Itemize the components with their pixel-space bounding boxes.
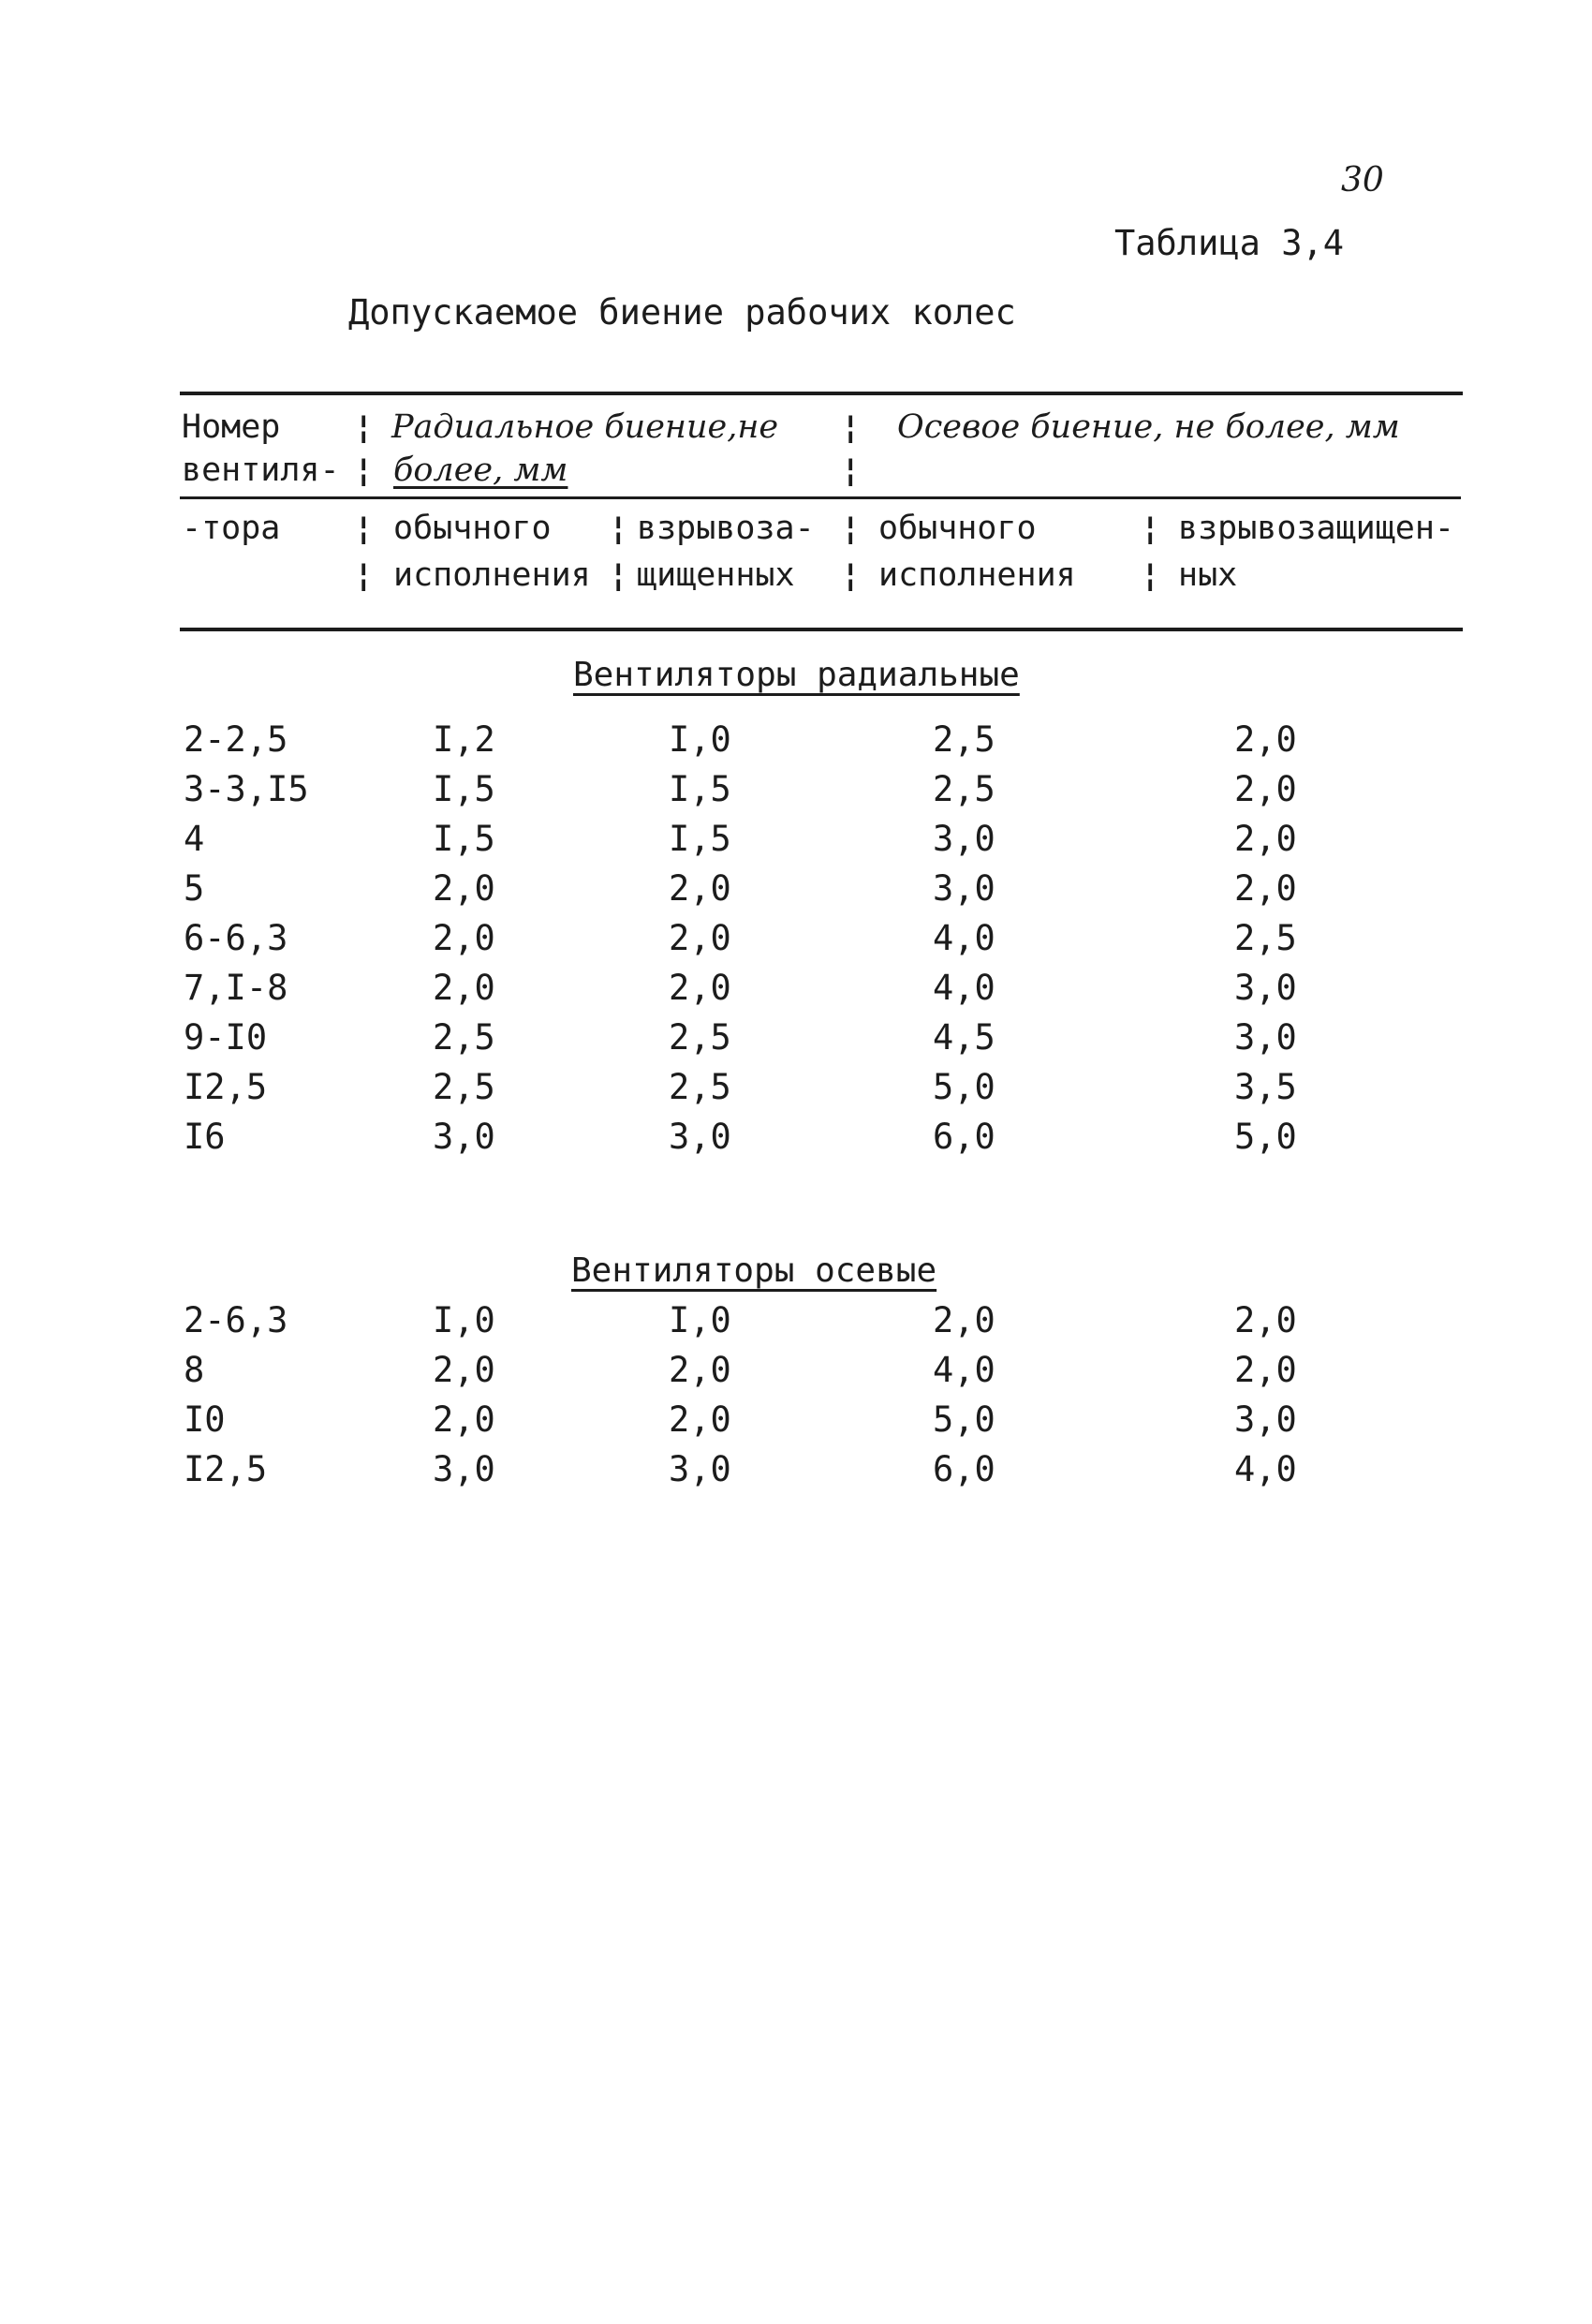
column-separator: ¦ — [1141, 556, 1160, 594]
cell-axial-regular: 4,0 — [933, 968, 995, 1008]
cell-fan-number: I2,5 — [184, 1449, 268, 1489]
cell-axial-explosion-proof: 3,5 — [1234, 1067, 1297, 1107]
page-number: 30 — [1341, 161, 1384, 200]
table-row — [0, 1067, 1592, 1116]
table-row — [0, 1350, 1592, 1399]
table-row — [0, 819, 1592, 867]
table-title: Допускаемое биение рабочих колес — [348, 292, 1016, 333]
cell-radial-regular: 2,0 — [433, 1350, 495, 1390]
header-radial-explosion-proof-line2: щищенных — [637, 556, 795, 594]
cell-fan-number: 3-3,I5 — [184, 769, 309, 809]
cell-fan-number: 6-6,3 — [184, 918, 288, 958]
cell-radial-regular: I,5 — [433, 819, 495, 859]
table-row — [0, 1117, 1592, 1165]
header-axial-regular-line2: исполнения — [878, 556, 1076, 594]
cell-radial-regular: I,0 — [433, 1300, 495, 1340]
header-radial-regular: обычного — [393, 510, 552, 547]
cell-fan-number: I0 — [184, 1399, 226, 1440]
header-axial-explosion-proof-line2: ных — [1178, 556, 1238, 594]
header-axial-explosion-proof: взрывозащищен- — [1178, 510, 1455, 547]
cell-radial-explosion-proof: 2,0 — [669, 1399, 731, 1440]
cell-radial-explosion-proof: 2,0 — [669, 868, 731, 909]
cell-axial-regular: 5,0 — [933, 1067, 995, 1107]
column-separator: ¦ — [1141, 510, 1160, 547]
cell-fan-number: 9-I0 — [184, 1017, 268, 1058]
cell-radial-regular: 3,0 — [433, 1449, 495, 1489]
cell-axial-regular: 2,5 — [933, 719, 995, 760]
cell-radial-explosion-proof: I,0 — [669, 1300, 731, 1340]
column-separator: ¦ — [841, 451, 861, 489]
cell-axial-regular: 4,0 — [933, 918, 995, 958]
cell-radial-regular: 2,0 — [433, 918, 495, 958]
cell-axial-regular: 4,0 — [933, 1350, 995, 1390]
cell-axial-regular: 3,0 — [933, 868, 995, 909]
cell-fan-number: 4 — [184, 819, 205, 859]
header-divider — [180, 496, 1461, 499]
cell-axial-regular: 3,0 — [933, 819, 995, 859]
cell-axial-regular: 6,0 — [933, 1117, 995, 1157]
column-separator: ¦ — [609, 556, 628, 594]
cell-axial-explosion-proof: 3,0 — [1234, 1399, 1297, 1440]
table-row — [0, 1449, 1592, 1498]
cell-fan-number: 5 — [184, 868, 205, 909]
cell-radial-regular: 2,5 — [433, 1067, 495, 1107]
cell-radial-regular: 2,0 — [433, 868, 495, 909]
header-radial-runout-unit: более, мм — [393, 451, 568, 489]
cell-fan-number: 2-6,3 — [184, 1300, 288, 1340]
column-separator: ¦ — [609, 510, 628, 547]
column-separator: ¦ — [354, 408, 374, 446]
cell-axial-regular: 4,5 — [933, 1017, 995, 1058]
table-row — [0, 868, 1592, 917]
header-radial-runout: Радиальное биение,не — [391, 408, 779, 446]
cell-axial-explosion-proof: 2,0 — [1234, 819, 1297, 859]
cell-radial-explosion-proof: 3,0 — [669, 1117, 731, 1157]
column-separator: ¦ — [354, 556, 374, 594]
cell-fan-number: I2,5 — [184, 1067, 268, 1107]
cell-axial-regular: 5,0 — [933, 1399, 995, 1440]
table-row — [0, 769, 1592, 818]
cell-radial-explosion-proof: I,5 — [669, 769, 731, 809]
header-axial-regular: обычного — [878, 510, 1037, 547]
section-heading-radial-fans: Вентиляторы радиальные — [573, 656, 1020, 694]
cell-fan-number: 7,I-8 — [184, 968, 288, 1008]
table-row — [0, 968, 1592, 1016]
column-separator: ¦ — [841, 556, 861, 594]
cell-axial-explosion-proof: 2,0 — [1234, 769, 1297, 809]
header-number-line2: вентиля- — [182, 451, 340, 489]
cell-axial-regular: 2,5 — [933, 769, 995, 809]
cell-axial-regular: 6,0 — [933, 1449, 995, 1489]
cell-axial-explosion-proof: 3,0 — [1234, 968, 1297, 1008]
table-row — [0, 719, 1592, 768]
cell-fan-number: 2-2,5 — [184, 719, 288, 760]
header-number-line1: Номер — [182, 408, 281, 446]
cell-radial-regular: 2,0 — [433, 1399, 495, 1440]
header-axial-runout: Осевое биение, не более, мм — [897, 408, 1400, 446]
column-separator: ¦ — [841, 408, 861, 446]
table-top-rule — [180, 392, 1463, 395]
cell-axial-explosion-proof: 2,5 — [1234, 918, 1297, 958]
column-separator: ¦ — [354, 510, 374, 547]
cell-radial-regular: 2,0 — [433, 968, 495, 1008]
cell-axial-explosion-proof: 3,0 — [1234, 1017, 1297, 1058]
header-radial-explosion-proof: взрывоза- — [637, 510, 815, 547]
cell-radial-explosion-proof: I,0 — [669, 719, 731, 760]
column-separator: ¦ — [354, 451, 374, 489]
header-bottom-rule — [180, 628, 1463, 631]
cell-radial-explosion-proof: 2,5 — [669, 1017, 731, 1058]
cell-axial-explosion-proof: 2,0 — [1234, 1300, 1297, 1340]
cell-radial-explosion-proof: 3,0 — [669, 1449, 731, 1489]
cell-axial-regular: 2,0 — [933, 1300, 995, 1340]
cell-axial-explosion-proof: 4,0 — [1234, 1449, 1297, 1489]
cell-radial-explosion-proof: 2,5 — [669, 1067, 731, 1107]
table-row — [0, 1399, 1592, 1448]
section-heading-axial-fans: Вентиляторы осевые — [571, 1251, 937, 1290]
cell-radial-explosion-proof: I,5 — [669, 819, 731, 859]
cell-radial-explosion-proof: 2,0 — [669, 918, 731, 958]
table-label: Таблица 3,4 — [1114, 223, 1345, 263]
header-radial-regular-line2: исполнения — [393, 556, 591, 594]
table-row — [0, 918, 1592, 967]
column-separator: ¦ — [841, 510, 861, 547]
cell-fan-number: I6 — [184, 1117, 226, 1157]
cell-radial-regular: 2,5 — [433, 1017, 495, 1058]
header-number-line3: -тора — [182, 510, 281, 547]
cell-radial-regular: I,2 — [433, 719, 495, 760]
cell-axial-explosion-proof: 2,0 — [1234, 868, 1297, 909]
cell-axial-explosion-proof: 2,0 — [1234, 1350, 1297, 1390]
table-row — [0, 1017, 1592, 1066]
table-row — [0, 1300, 1592, 1349]
cell-radial-regular: 3,0 — [433, 1117, 495, 1157]
cell-radial-explosion-proof: 2,0 — [669, 968, 731, 1008]
cell-axial-explosion-proof: 5,0 — [1234, 1117, 1297, 1157]
cell-radial-regular: I,5 — [433, 769, 495, 809]
cell-axial-explosion-proof: 2,0 — [1234, 719, 1297, 760]
cell-radial-explosion-proof: 2,0 — [669, 1350, 731, 1390]
cell-fan-number: 8 — [184, 1350, 205, 1390]
